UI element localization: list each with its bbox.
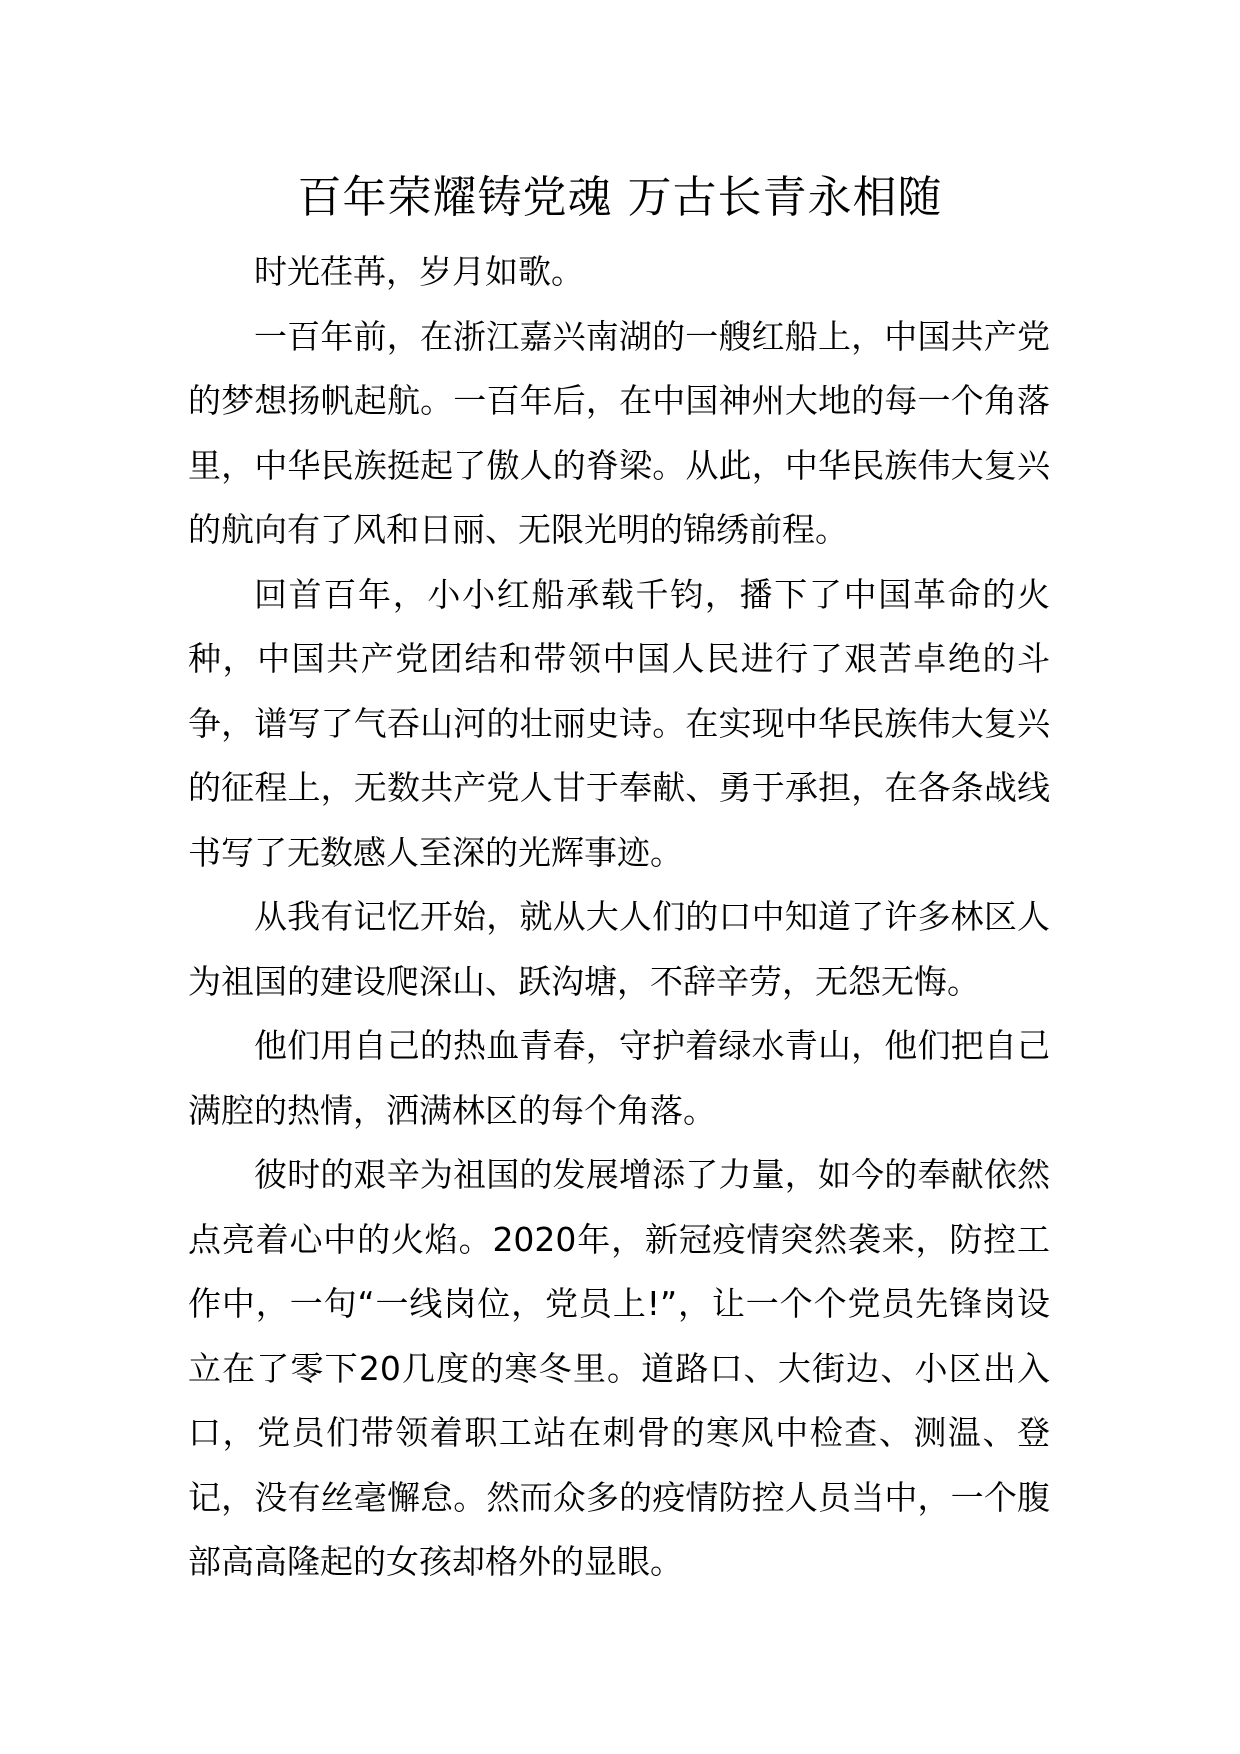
paragraph: 彼时的艰辛为祖国的发展增添了力量，如今的奉献依然点亮着心中的火焰。2020年，新冠疫情突然袭来，防控工作中，一句“一线岗位，党员上!”，让一个个党员先锋岗设立在了零下20几度的寒冬里。道路口、大街边、小区出入口，党员们带领着职工站在刺骨的寒风中检查、测温、登记，没有丝毫懈怠。然而众多的疫情防控人员当中，一个腹部高高隆起的女孩却格外的显眼。 (188, 1155, 1050, 1581)
document-body (188, 240, 1050, 1595)
paragraph: 时光荏苒，岁月如歌。 (254, 252, 584, 291)
paragraph: 一百年前，在浙江嘉兴南湖的一艘红船上，中国共产党的梦想扬帆起航。一百年后，在中国神州大地的每一个角落里，中华民族挺起了傲人的脊梁。从此，中华民族伟大复兴的航向有了风和日丽、无限光明的锦绣前程。 (188, 316, 1050, 549)
paragraph: 他们用自己的热血青春，守护着绿水青山，他们把自己满腔的热情，洒满林区的每个角落。 (188, 1026, 1050, 1130)
paragraph: 从我有记忆开始，就从大人们的口中知道了许多林区人为祖国的建设爬深山、跃沟塘，不辞辛劳，无怨无悔。 (188, 897, 1050, 1001)
paragraph: 回首百年，小小红船承载千钧，播下了中国革命的火种，中国共产党团结和带领中国人民进行了艰苦卓绝的斗争，谱写了气吞山河的壮丽史诗。在实现中华民族伟大复兴的征程上，无数共产党人甘于奉献、勇于承担，在各条战线书写了无数感人至深的光辉事迹。 (188, 574, 1050, 872)
document-title: 百年荣耀铸党魂 万古长青永相随 (297, 172, 943, 223)
